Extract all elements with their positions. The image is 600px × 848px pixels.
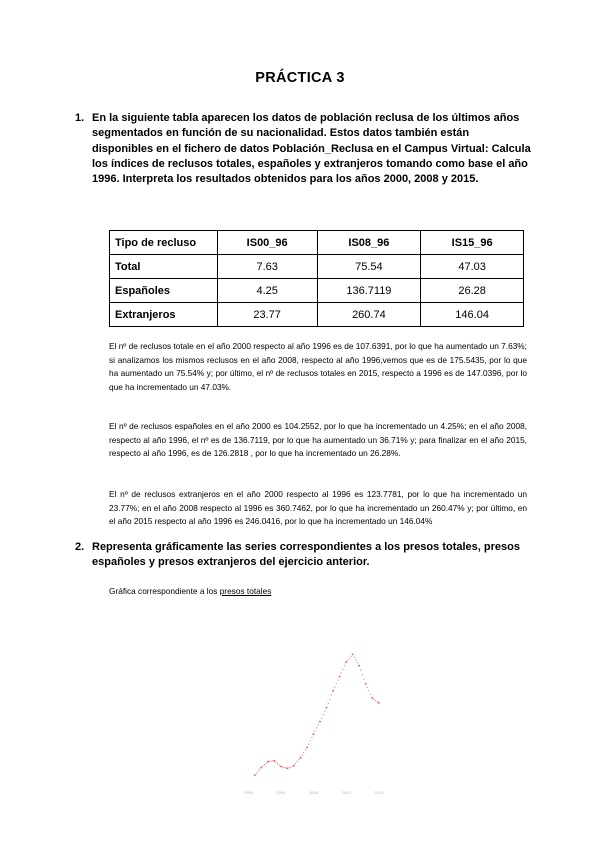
series-line-dot (269, 761, 270, 762)
series-line-dot (302, 755, 303, 756)
data-point (287, 768, 289, 770)
series-line-dot (292, 766, 293, 767)
table-row-label: Extranjeros (110, 303, 218, 327)
series-line-dot (334, 687, 335, 688)
data-point (300, 757, 302, 759)
data-point (378, 702, 380, 704)
question-2-number: 2. (75, 541, 85, 553)
series-line-dot (256, 773, 257, 774)
series-line-dot (303, 752, 304, 753)
series-line-dot (321, 718, 322, 719)
series-line-dot (347, 660, 348, 661)
table-cell: 75.54 (317, 255, 421, 279)
series-line-dot (272, 760, 273, 761)
series-line-dot (360, 670, 361, 671)
series-line-dot (341, 672, 342, 673)
data-point (280, 766, 282, 768)
table-row-label: Total (110, 255, 218, 279)
series-line-dot (295, 763, 296, 764)
series-line-dot (370, 694, 371, 695)
question-2 (75, 540, 532, 571)
series-line-dot (328, 703, 329, 704)
series-line-dot (264, 764, 265, 765)
series-line-dot (262, 765, 263, 766)
series-line-dot (308, 744, 309, 745)
series-line-dot (259, 769, 260, 770)
paragraph-extranjeros: El nº de reclusos extranjeros en el año 2000 respecto al 1996 es 123.7781, por lo que ha incrementado un 23.77%; en el año 2008 respecto al 1996 es 360.7462, por lo que ha incrementado un 260.47% y; por último, en el año 2015 respecto al año 1996 es 246.0416, por lo que ha incrementado un 146.04% (109, 489, 527, 527)
chart-caption-prefix: Gráfica correspondiente a los (109, 586, 220, 596)
series-line-dot (344, 665, 345, 666)
question-2-text: Representa gráficamente las series correspondientes a los presos totales, presos españoles y presos extranjeros del ejercicio anterior. (92, 541, 520, 569)
table-row (110, 279, 524, 303)
series-line-dot (349, 658, 350, 659)
table-cell: 23.77 (217, 303, 317, 327)
table-cell: 7.63 (217, 255, 317, 279)
chart-caption (109, 586, 271, 596)
series-line-dot (336, 683, 337, 684)
data-point (371, 697, 373, 699)
data-point (267, 761, 269, 763)
series-line-dot (318, 724, 319, 725)
series-line-dot (355, 659, 356, 660)
series-line-dot (331, 694, 332, 695)
data-point (326, 707, 328, 709)
series-line-dot (337, 680, 338, 681)
data-point (260, 767, 262, 769)
table-cell: 260.74 (317, 303, 421, 327)
data-point (313, 733, 315, 735)
x-tick-label: 1995 (243, 790, 253, 795)
series-line-dot (350, 656, 351, 657)
series-line-dot (275, 762, 276, 763)
series-line-dot (373, 699, 374, 700)
data-point (352, 654, 354, 656)
series-line-dot (279, 765, 280, 766)
series-line-dot (363, 679, 364, 680)
paragraph-totales: El nº de reclusos totale en el año 2000 respecto al año 1996 es de 107.6391, por lo que ha aumentado un 7.63%; si analizamos los mismos reclusos en el año 2008, respecto al año 1996,vemos que es de 175.5435, por lo que ha aumentado un 75.54% y; por último, el nº de reclusos totales en 2015, respecto a 1996 es de 147.0396, por lo que ha incrementado un 47.03%. (109, 341, 527, 392)
reclusos-index-table (109, 230, 524, 327)
series-line-dot (323, 714, 324, 715)
series-line-dot (368, 690, 369, 691)
table-cell: 47.03 (421, 255, 524, 279)
data-point (339, 676, 341, 678)
data-point (365, 683, 367, 685)
data-point (345, 661, 347, 663)
series-line-dot (266, 763, 267, 764)
series-line-dot (362, 674, 363, 675)
paragraph-espanoles: El nº de reclusos españoles en el año 2000 es 104.2552, por lo que ha incrementado un 4.25%; en el año 2008, respecto al año 1996, el nº es de 136.7119, por lo que ha aumentado un 36.71% y; para finalizar en el año 2015, respecto al año 1996, es de 126.2818 , por lo que ha incrementado un 26.28%. (109, 421, 527, 459)
question-1-text: En la siguiente tabla aparecen los datos de población reclusa de los últimos años segmentados en función de su nacionalidad. Estos datos también están disponibles en el fichero de datos Población_Reclusa en el Campus Virtual: Calcula los índices de reclusos totales, españoles y extranjeros tomando como base el año 1996. Interpreta los resultados obtenidos para los años 2000, 2008 y 2015. (92, 112, 531, 186)
data-point (274, 760, 276, 762)
series-line-dot (316, 727, 317, 728)
chart-caption-underlined: presos totales (219, 586, 272, 596)
series-line-dot (377, 701, 378, 702)
series-line-dot (277, 763, 278, 764)
table-header-cell: Tipo de recluso (110, 231, 218, 255)
series-line-dot (305, 749, 306, 750)
table-header-cell: IS00_96 (217, 231, 317, 255)
presos-totales-chart (210, 640, 410, 810)
x-tick-label: 2000 (276, 790, 286, 795)
table-cell: 146.04 (421, 303, 524, 327)
series-line-dot (342, 669, 343, 670)
table-cell: 26.28 (421, 279, 524, 303)
table-cell: 4.25 (217, 279, 317, 303)
x-tick-label: 2010 (341, 790, 351, 795)
table-cell: 136.7119 (317, 279, 421, 303)
series-line-dot (324, 711, 325, 712)
table-row (110, 303, 524, 327)
series-line-dot (258, 771, 259, 772)
x-tick-label: 2005 (309, 790, 318, 795)
series-line-dot (288, 767, 289, 768)
series-line-dot (375, 700, 376, 701)
series-line-dot (357, 662, 358, 663)
series-line-dot (354, 657, 355, 658)
data-point (293, 765, 295, 767)
series-line-dot (315, 730, 316, 731)
table-row (110, 255, 524, 279)
data-point (306, 747, 308, 749)
series-line-dot (282, 766, 283, 767)
data-point (358, 665, 360, 667)
table-header-cell: IS15_96 (421, 231, 524, 255)
series-line-dot (311, 737, 312, 738)
data-point (332, 690, 334, 692)
series-line-dot (290, 766, 291, 767)
x-tick-label: 2015 (374, 790, 384, 795)
question-1 (75, 111, 532, 187)
question-1-number: 1. (75, 112, 85, 124)
table-header-cell: IS08_96 (317, 231, 421, 255)
series-line-dot (285, 767, 286, 768)
data-point (254, 774, 256, 776)
series-line-dot (310, 740, 311, 741)
series-line-dot (271, 761, 272, 762)
series-line-dot (329, 699, 330, 700)
series-line-dot (297, 761, 298, 762)
table-header-row (110, 231, 524, 255)
series-line-dot (367, 687, 368, 688)
page-title: PRÁCTICA 3 (255, 70, 345, 86)
data-point (319, 721, 321, 723)
table-row-label: Españoles (110, 279, 218, 303)
series-line-dot (298, 759, 299, 760)
series-line-dot (284, 767, 285, 768)
